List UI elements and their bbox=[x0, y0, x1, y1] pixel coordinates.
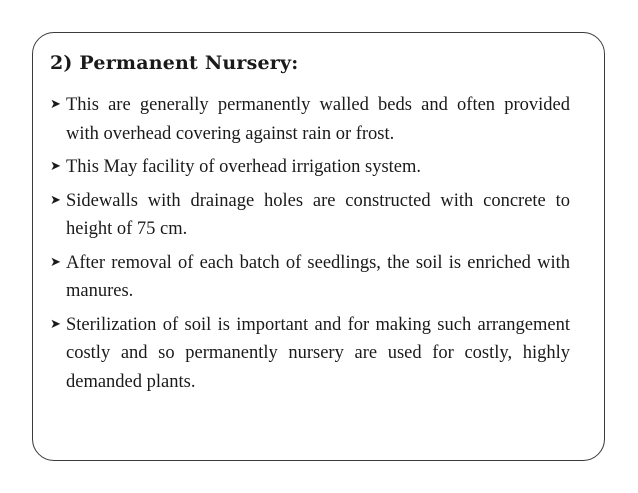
bullet-text: This are generally permanently walled beds and often provided with overhead covering against rain or frost. bbox=[66, 95, 570, 144]
bullet-item bbox=[50, 153, 570, 182]
bullet-text: After removal of each batch of seedlings, the soil is enriched with manures. bbox=[66, 252, 570, 301]
bullet-item bbox=[50, 187, 570, 244]
arrow-bullet-icon: ➤ bbox=[50, 159, 61, 174]
arrow-bullet-icon: ➤ bbox=[50, 316, 61, 332]
bullet-list bbox=[50, 91, 570, 401]
bullet-item bbox=[50, 311, 570, 397]
slide-title: 2) Permanent Nursery: bbox=[50, 52, 299, 74]
bullet-text: Sidewalls with drainage holes are constructed with concrete to height of 75 cm. bbox=[66, 190, 570, 239]
arrow-bullet-icon: ➤ bbox=[50, 192, 61, 208]
bullet-item bbox=[50, 249, 570, 306]
arrow-bullet-icon: ➤ bbox=[50, 97, 61, 112]
arrow-bullet-icon: ➤ bbox=[50, 254, 61, 270]
bullet-item bbox=[50, 91, 570, 148]
bullet-text: This May facility of overhead irrigation system. bbox=[66, 157, 422, 177]
bullet-text: Sterilization of soil is important and for making such arrangement costly and so permanently nursery are used for costly, highly demanded plants. bbox=[66, 314, 570, 392]
